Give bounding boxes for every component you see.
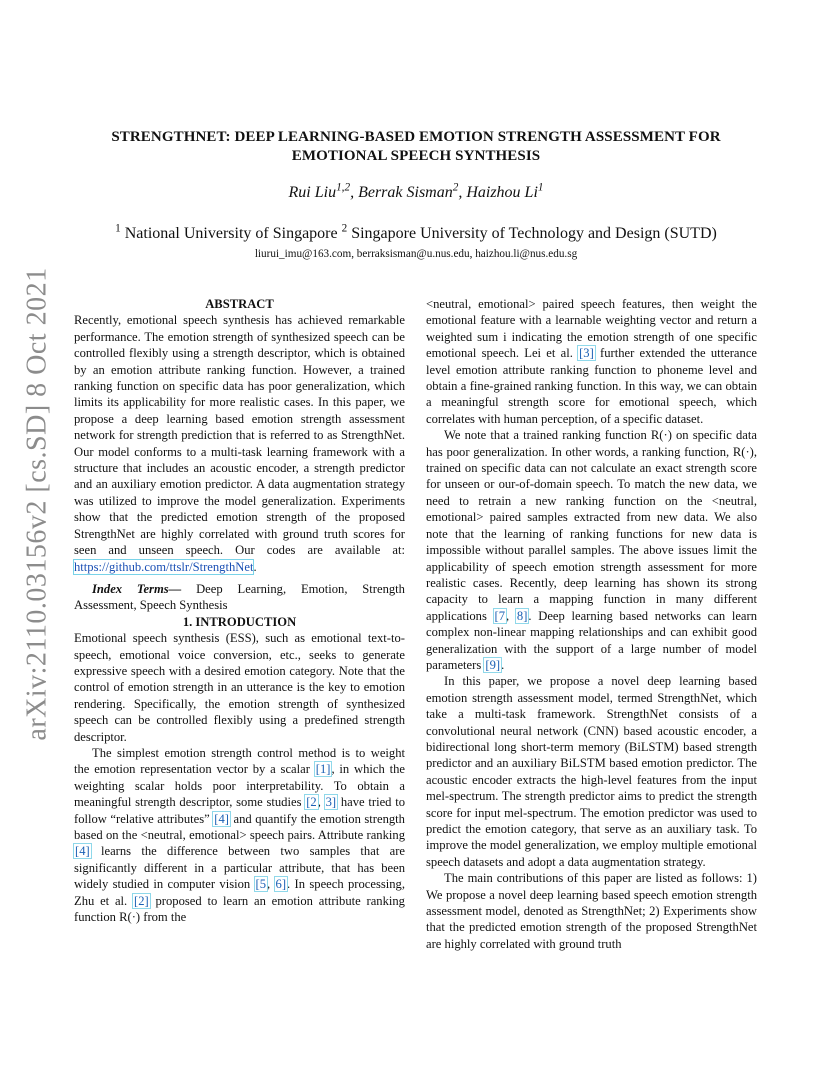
index-terms [74, 581, 405, 614]
text-run: The simplest emotion strength control method is to weight the emotion representation vector by a scalar [74, 745, 405, 777]
author-affil-mark: 1,2 [336, 181, 351, 194]
citation-link[interactable]: 6] [275, 877, 287, 892]
introduction-heading: 1. INTRODUCTION [182, 614, 297, 629]
affil-mark: 1 [115, 222, 121, 235]
text-run: proposed to learn an emotion attribute ranking function R(·) from the [74, 893, 405, 925]
author-list: Rui Liu$^{1,2}$, Berrak Sisman$^2$, Haizhou Li$^1$ [288, 181, 544, 201]
author-affil-mark: 2 [452, 181, 459, 194]
intro-paragraph-5: In this paper, we propose a novel deep learning based emotion strength assessment model, termed StrengthNet, which take a multi-task framework. StrengthNet consists of a convolutional neural network (CNN) based acoustic encoder, a bidirectional long short-term memory (BiLSTM) based strength predictor and an auxiliary BiLSTM based emotion predictor. The acoustic encoder extracts the high-level features from the input mel-spectrum. The strength predictor aims to predict the strength score for input mel-spectrum. The emotion predictor was used to predict the emotion category, that serve as an auxiliary task. To improve the model generalization, we employ multiple emotional speech datasets and adopt a data augmentation strategy. [426, 674, 757, 869]
citation-link[interactable]: [5 [255, 877, 267, 892]
citation-link[interactable]: [1] [315, 762, 331, 777]
author-name: Rui Liu [288, 184, 337, 201]
citation-link[interactable]: [4] [214, 811, 229, 826]
index-terms-label: Index Terms— [92, 581, 182, 596]
author-affil-mark: 1 [537, 181, 544, 194]
author-name: Haizhou Li [466, 184, 538, 201]
author-emails: liurui_imu@163.com, berraksisman@u.nus.edu, haizhou.li@nus.edu.sg [254, 248, 578, 260]
text-run: , [317, 795, 325, 810]
intro-paragraph-6: The main contributions of this paper are listed as follows: 1) We propose a novel deep learning based speech emotion strength assessment model, denoted as StrengthNet; 2) Experiments show that the predicted emotion strength of the proposed StrengthNet are highly correlated with ground truth [426, 871, 757, 951]
affil-name: Singapore University of Technology and Design (SUTD) [347, 225, 717, 242]
text-run: , in which the weighting scalar holds poor interpretability. To obtain a meaningful strength descriptor, some studies [74, 762, 406, 810]
citation-link[interactable]: [7 [494, 608, 506, 623]
text-run: <neutral, emotional> paired speech features, then weight the emotional feature with a learnable weighting vector and return a weighted sum i indicating the emotion strength of one specific emotional speech. Lei et al. [426, 297, 757, 361]
right-column [426, 296, 757, 952]
abstract-period: . [253, 559, 257, 574]
text-run: , [506, 608, 516, 623]
arxiv-id-text: arXiv:2110.03156v2 [cs.SD] 8 Oct 2021 [22, 267, 53, 741]
left-column [74, 296, 405, 925]
affiliations [60, 222, 772, 243]
affil-name: National University of Singapore [120, 225, 342, 242]
intro-paragraph-3 [426, 296, 757, 427]
index-terms-text: Deep Learning, Emotion, Strength Assessment, Speech Synthesis [74, 581, 405, 613]
title-line-1: STRENGTHNET: DEEP LEARNING-BASED EMOTION STRENGTH ASSESSMENT FOR [111, 129, 721, 145]
citation-link[interactable]: [2 [306, 795, 317, 810]
intro-paragraph-1: Emotional speech synthesis (ESS), such as emotional text-to-speech, emotional voice conversion, etc., seeks to generate expressive speech with a desired emotion category. Note that the control of emotion strength in an utterance is the key to emotion rendering. Specifically, the emotion strength of synthesized speech can be controlled flexibly using a predefined strength descriptor. [74, 631, 405, 744]
intro-paragraph-4 [426, 427, 757, 673]
citation-link[interactable]: 8] [516, 608, 528, 623]
abstract-paragraph [74, 312, 405, 575]
arxiv-side-stamp [20, 267, 56, 741]
text-run: further extended the utterance level emotion attribute ranking function to phoneme level and obtain a fine-grained ranking function. In this way, we can obtain a meaningful strength score for emotional speech, which correlates with human perception, of a specific dataset. [426, 346, 757, 426]
text-run: learns the difference between two samples that are significantly different in a particular attribute, that has been widely studied in computer vision [74, 844, 405, 892]
citation-link[interactable]: [4] [75, 844, 90, 859]
citation-link[interactable]: [9] [485, 657, 501, 672]
text-run: . [501, 657, 505, 672]
citation-link[interactable]: [3] [579, 346, 594, 361]
author-name: Berrak Sisman [358, 184, 453, 201]
text-run: . Deep learning based networks can learn complex non-linear mapping relationships and can exhibit good generalization with the support of a large number of model parameters [426, 608, 757, 672]
citation-link[interactable]: [2] [134, 893, 149, 908]
text-run: . In speech processing, Zhu et al. [74, 877, 406, 908]
citation-link[interactable]: 3] [325, 795, 337, 810]
abstract-heading: ABSTRACT [205, 297, 274, 311]
title-line-2: EMOTIONAL SPEECH SYNTHESIS [291, 148, 541, 164]
text-run: have tried to follow “relative attributes” [74, 795, 406, 826]
paper-title [60, 128, 772, 166]
affil-mark: 2 [341, 222, 348, 235]
text-run: and quantify the emotion strength based on the <neutral, emotional> speech pairs. Attribute ranking [74, 811, 405, 842]
intro-paragraph-2 [74, 745, 405, 925]
abstract-text: Recently, emotional speech synthesis has achieved remarkable performance. The emotion strength of synthesized speech can be controlled flexibly using a strength descriptor, which is obtained by an emotion attribute ranking function. However, a trained ranking function on specific data has poor generalization, which limits its applicability for more realistic cases. In this paper, we propose a deep learning based emotion strength assessment network for strength prediction that is referred to as StrengthNet. Our model conforms to a multi-task learning framework with a structure that includes an acoustic encoder, a strength predictor and an auxiliary emotion predictor. A data augmentation strategy was utilized to improve the model generalization. Experiments show that the predicted emotion strength of the proposed StrengthNet are highly correlated with ground truth scores for seen and unseen speech. Our codes are available at: [74, 313, 405, 558]
code-repository-link[interactable]: https://github.com/ttslr/StrengthNet [74, 559, 254, 574]
text-run: We note that a trained ranking function R(·) on specific data has poor generalization. In other words, a ranking function, R(·), trained on specific data can not calculate an exact strength score for unseen or our-of-domain speech. To match the new data, we need to retrain a new ranking function on the <neutral, emotional> paired samples extracted from new data. We also note that the learning of ranking functions for new data is impossible without parallel samples. The above issues limit the applicability of speech emotion strength assessment for more realistic cases. Recently, deep learning has shown its strong capacity to learn a mapping function in many different applications [426, 428, 757, 623]
text-run: , [267, 877, 275, 892]
